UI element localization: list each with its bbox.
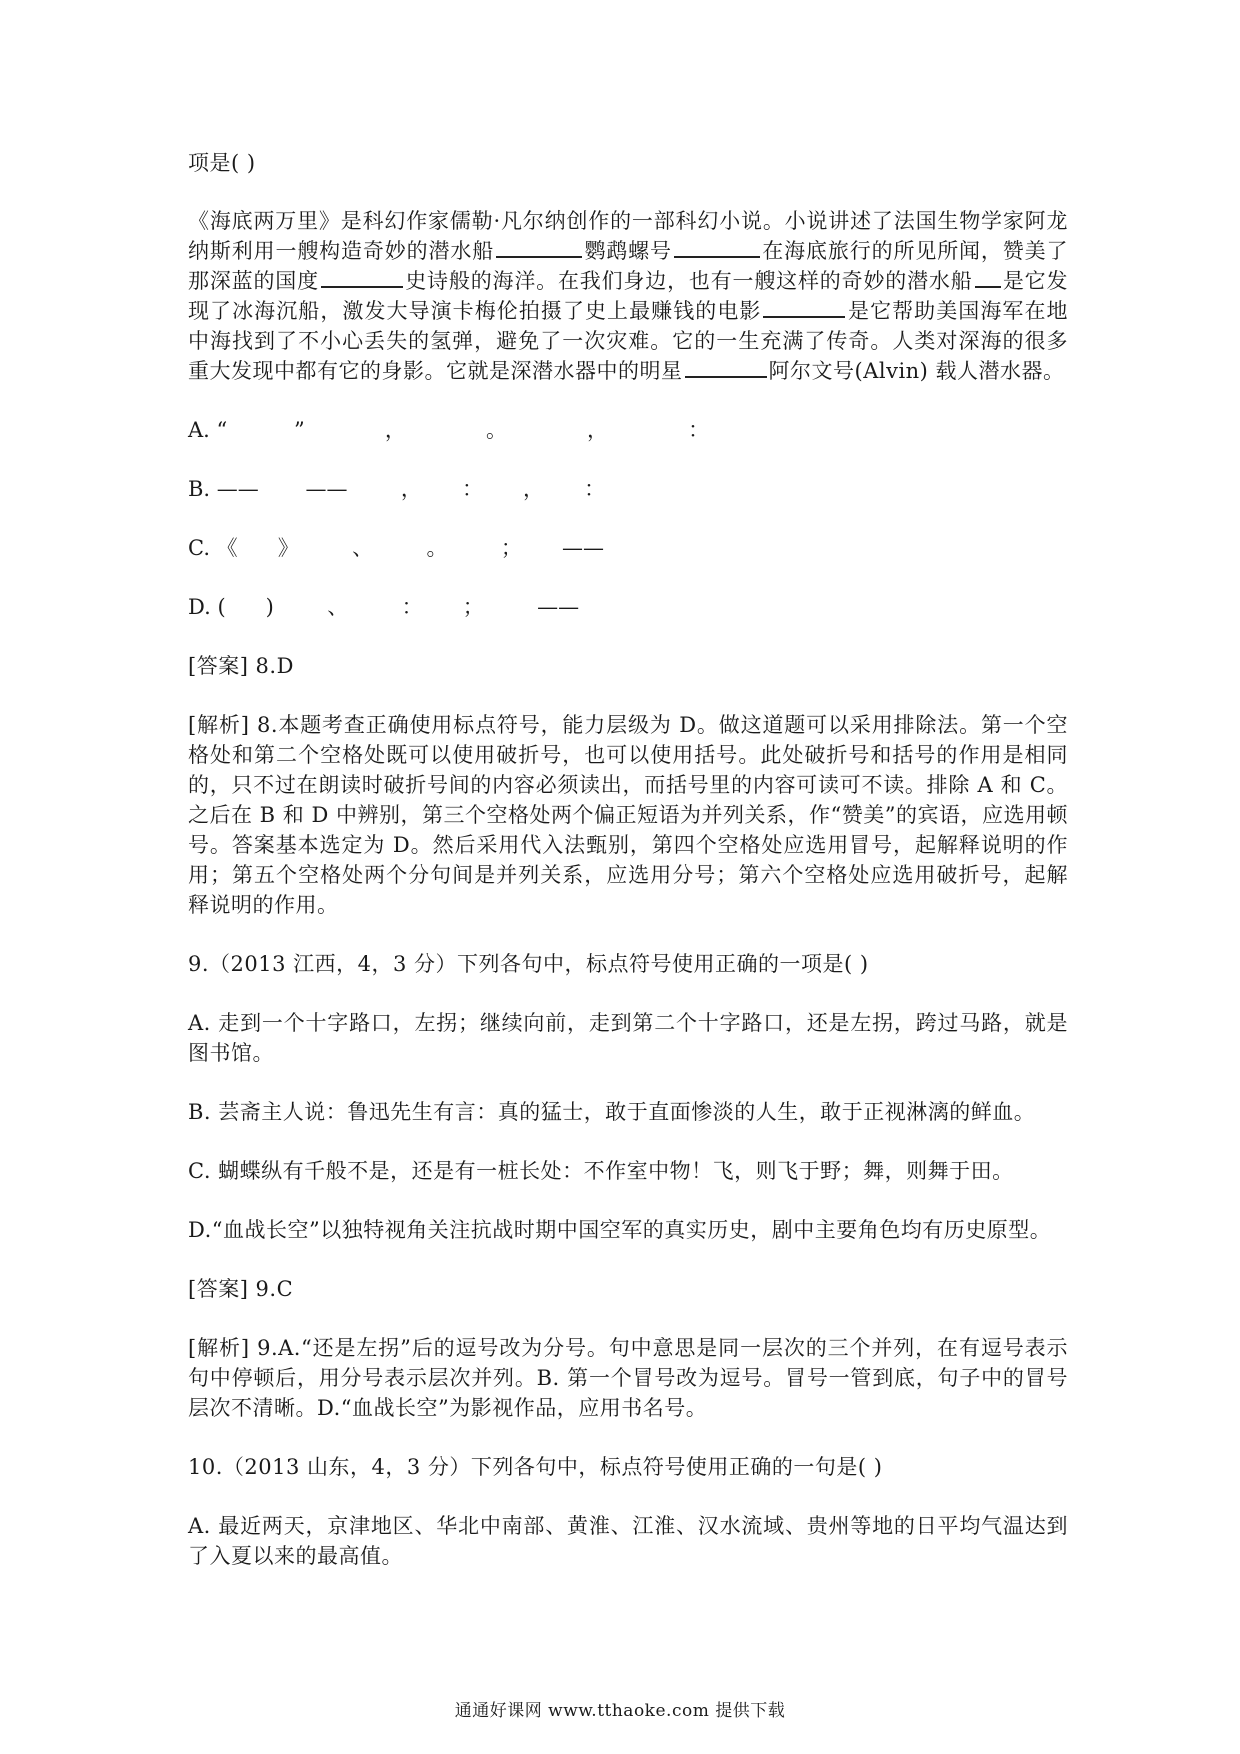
q10-option-a: A. 最近两天，京津地区、华北中南部、黄淮、江淮、汉水流域、贵州等地的日平均气温达到了入夏以来的最高值。 bbox=[188, 1514, 1068, 1568]
q8-option-a: A. “ ” ， 。 ， ： bbox=[188, 418, 710, 442]
fill-blank bbox=[975, 266, 1001, 288]
q8-option-d: D. ( ) 、 ： ； —— bbox=[188, 595, 580, 619]
fill-blank bbox=[674, 236, 760, 258]
document-body bbox=[188, 148, 1068, 1600]
passage-text: 《海底两万里》是科幻作家儒勒·凡尔纳创作的一部科幻小说。小说讲述了法国生物学家阿龙纳斯利用一艘构造奇妙的潜水船 bbox=[188, 209, 1068, 263]
fill-blank bbox=[496, 236, 582, 258]
q9-stem: 9.（2013 江西，4，3 分）下列各句中，标点符号使用正确的一项是( ) bbox=[188, 952, 869, 976]
q8-stem-tail: 项是( ) bbox=[188, 151, 256, 175]
q9-option-a: A. 走到一个十字路口，左拐；继续向前，走到第二个十字路口，还是左拐，跨过马路，就是图书馆。 bbox=[188, 1011, 1068, 1065]
q8-passage bbox=[188, 206, 1068, 386]
q9-option-b: B. 芸斋主人说：鲁迅先生有言：真的猛士，敢于直面惨淡的人生，敢于正视淋漓的鲜血。 bbox=[188, 1100, 1036, 1124]
q8-answer: [答案] 8.D bbox=[188, 654, 294, 678]
passage-text: 史诗般的海洋。在我们身边，也有一艘这样的奇妙的潜水船 bbox=[404, 269, 973, 293]
fill-blank bbox=[321, 266, 403, 288]
q8-option-b: B. —— —— ， ： ， ： bbox=[188, 477, 606, 501]
q9-option-c: C. 蝴蝶纵有千般不是，还是有一桩长处：不作室中物！飞，则飞于野；舞，则舞于田。 bbox=[188, 1159, 1014, 1183]
passage-text: 鹦鹉螺号 bbox=[584, 239, 672, 263]
passage-text: 阿尔文号(Alvin) 载人潜水器。 bbox=[768, 359, 1065, 383]
q10-stem: 10.（2013 山东，4，3 分）下列各句中，标点符号使用正确的一句是( ) bbox=[188, 1455, 883, 1479]
q8-option-c: C. 《 》 、 。 ； —— bbox=[188, 536, 604, 560]
q9-answer: [答案] 9.C bbox=[188, 1277, 294, 1301]
fill-blank bbox=[685, 356, 767, 378]
page-footer: 通通好课网 www.tthaoke.com 提供下载 bbox=[454, 1701, 786, 1721]
q9-analysis: [解析] 9.A.“还是左拐”后的逗号改为分号。句中意思是同一层次的三个并列，在有逗号表示句中停顿后，用分号表示层次并列。B. 第一个冒号改为逗号。冒号一管到底，句子中的冒号层次不清晰。D.“血战长空”为影视作品，应用书名号。 bbox=[188, 1336, 1068, 1420]
passage-text: 是它帮助美国海军在地中海找到了不小心丢失的氢弹，避免了一次灾难。它的一生充满了传奇。人类对深海的很多重大发现中都有它的身影。它就是深潜水器中的明星 bbox=[188, 299, 1069, 383]
q8-analysis: [解析] 8.本题考查正确使用标点符号，能力层级为 D。做这道题可以采用排除法。第一个空格处和第二个空格处既可以使用破折号，也可以使用括号。此处破折号和括号的作用是相同的，只不过在朗读时破折号间的内容必须读出，而括号里的内容可读可不读。排除 A 和 C。之后在 B 和 D 中辨别，第三个空格处两个偏正短语为并列关系，作“赞美”的宾语，应选用顿号。答案基本选定为 D。然后采用代入法甄别，第四个空格处应选用冒号，起解释说明的作用；第五个空格处两个分句间是并列关系，应选用分号；第六个空格处应选用破折号，起解释说明的作用。 bbox=[188, 713, 1068, 917]
q9-option-d: D.“血战长空”以独特视角关注抗战时期中国空军的真实历史，剧中主要角色均有历史原型。 bbox=[188, 1218, 1052, 1242]
passage-text: 在海底旅行的所见所闻，赞美了那深蓝的国度 bbox=[188, 239, 1069, 293]
passage-text: 是它发现了冰海沉船，激发大导演卡梅伦拍摄了史上最赚钱的电影 bbox=[188, 269, 1069, 323]
fill-blank bbox=[763, 296, 845, 318]
